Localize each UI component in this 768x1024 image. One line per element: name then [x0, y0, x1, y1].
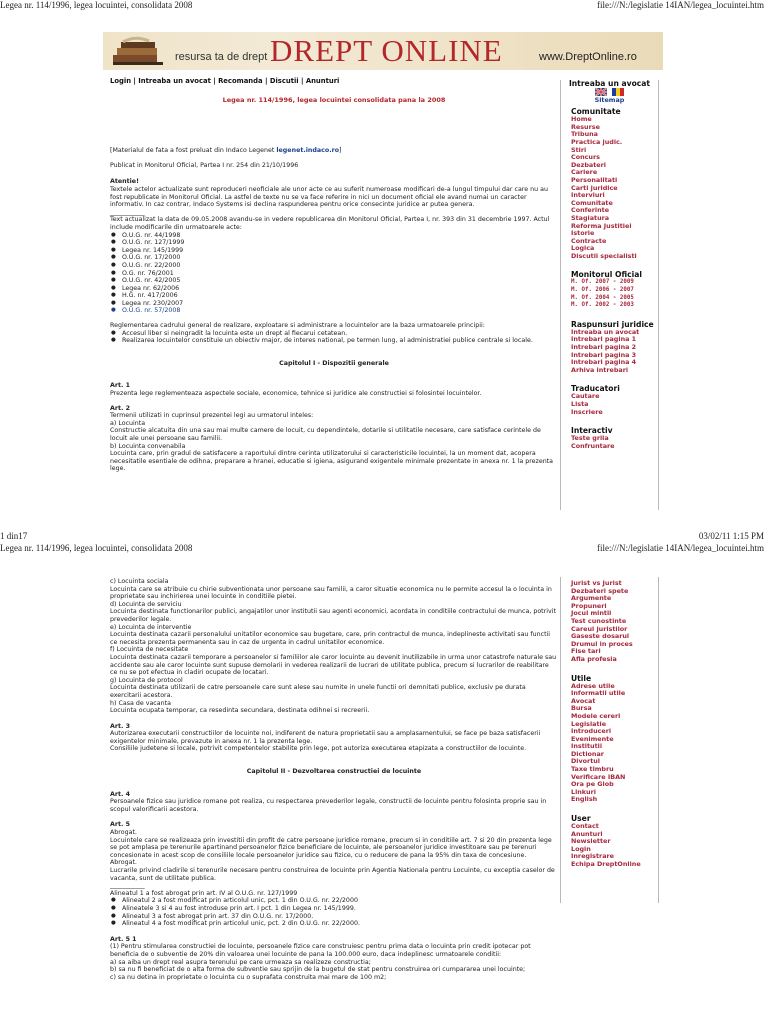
sidebar-link-intrebari-pagina-4[interactable]: Intrebari pagina 4 [571, 358, 637, 367]
article-note: Alineatul 1 a fost abrogat prin art. IV al O.U.G. nr. 127/1999 [110, 889, 298, 897]
definition-text: Locuinta destinata cazarii personalului unitatilor economice sau bugetare, care, prin contractul de munca, indeplineste activitati sau functii ce necesita prezenta permanenta sau in caz de urgenta in cadrul unitatilor economice. [110, 631, 551, 646]
print-header-left: Legea nr. 114/1996, legea locuintei, consolidata 2008 [0, 0, 193, 10]
sidebar-link-istorie[interactable]: Istorie [571, 229, 595, 238]
source-link[interactable]: legenet.indaco.ro [276, 147, 340, 155]
article-text: Abrogat. [110, 859, 137, 867]
list-item: ● H.G. nr. 417/2006 [122, 292, 558, 300]
nav-ask-lawyer[interactable]: Intreaba un avocat [138, 77, 211, 85]
print-header-right: file:///N:/legislatie 14IAN/legea_locuintei.htm [597, 543, 764, 553]
article-text: Autorizarea executarii constructiilor de locuinte noi, indiferent de natura proprietatii sau a amplasamentului, se face pe baza satisfacerii exigentelor minimale, prevazute in anexa nr. 1 la prezenta lege. [110, 730, 541, 745]
main-content-page1 [110, 78, 558, 473]
sidebar-page2 [560, 577, 659, 903]
sidebar-link-dezbateri[interactable]: Dezbateri [571, 160, 606, 169]
sidebar-link-conferinte[interactable]: Conferinte [571, 206, 610, 215]
sidebar-link-jocul-mintii[interactable]: Jocul mintii [571, 609, 612, 618]
sidebar-link-taxe-timbru[interactable]: Taxe timbru [571, 765, 614, 774]
list-item: ● Legea nr. 230/2007 [122, 300, 558, 308]
sidebar-link-linkuri[interactable]: Linkuri [571, 787, 596, 796]
sidebar-section-title: Comunitate [571, 107, 621, 117]
sitemap-link[interactable]: Sitemap [594, 95, 625, 104]
list-item: ● Alineatul 3 a fost abrogat prin art. 37 din O.U.G. nr. 17/2000. [122, 913, 558, 921]
top-nav: Login | Intreaba un avocat | Recomanda | Discutii | Anunturi [110, 77, 340, 85]
amendments-list [110, 897, 558, 927]
list-item: ● Legea nr. 62/2006 [122, 285, 558, 293]
sidebar-link-english[interactable]: English [571, 795, 598, 804]
sidebar-link-comunitate[interactable]: Comunitate [571, 198, 613, 207]
sidebar-link-m-of-2006-2007[interactable]: M. Of. 2006 - 2007 [571, 287, 634, 294]
sidebar-link-propuneri[interactable]: Propuneri [571, 601, 607, 610]
principles-intro: Reglementarea cadrului general de realizare, exploatare si administrare a locuintelor are la baza urmatoarele principii: [110, 322, 485, 330]
list-item: ● O.G. nr. 76/2001 [122, 270, 558, 278]
list-item: ● Alineatul 2 a fost modificat prin articolul unic, pct. 1 din O.U.G. nr. 22/2000 [122, 897, 558, 905]
document-title: Legea nr. 114/1996, legea locuintei consolidata pana la 2008 [222, 95, 446, 104]
article-text: Persoanele fizice sau juridice romane pot realiza, cu respectarea prevederilor legale, constructii de locuinte pentru folosinta proprie sau in scopul valorificarii acestora. [110, 798, 547, 813]
source-note-post: ] [339, 147, 342, 155]
chapter-heading: Capitolul II - Dezvoltarea constructiei de locuinte [246, 768, 422, 776]
sidebar-link-careul-juristilor[interactable]: Careul juristilor [571, 624, 628, 633]
article-text: Locuintele care se realizeaza prin investitii din profit de catre persoane juridice romane, precum si in conditiile art. 7 si 20 din prezenta lege se pot amplasa pe terenurile apartinand persoanelor fizice beneficiare de locuinte, ale persoanelor juridice investitoare sau pe terenuri concesionate in acest scop de consiliile locale persoanelor juridice sau fizice, cu o reducere de pana la 95% din taxa de concesiune. [110, 836, 552, 859]
nav-login[interactable]: Login [110, 77, 132, 85]
sidebar-link-institutii[interactable]: Institutii [571, 742, 603, 751]
sidebar-link-jurist-vs-jurist[interactable]: Jurist vs Jurist [571, 579, 622, 587]
attention-text: Textele actelor actualizate sunt reproduceri neoficiale ale unor acte ce au suferit numeroase modificari de-a lungul timpului dar care nu au fost republicate in Monitorul Oficial. La astfel de texte nu se va face referire in nici un document oficial ele avand numai un caracter informativ. In caz contrar, Indaco Systems isi declina raspunderea pentru orice consecinte juridice ar putea genera. [110, 185, 548, 209]
sidebar-link-fise-tari[interactable]: Fise tari [571, 647, 601, 656]
sidebar-link-logica[interactable]: Logica [571, 244, 595, 253]
books-logo-icon [109, 35, 169, 67]
sidebar-link-arhiva-intrebari[interactable]: Arhiva intrebari [571, 365, 629, 374]
article-heading: Art. 2 [110, 404, 130, 412]
article-text: Constructie alcatuita din una sau mai multe camere de locuit, cu dependintele, dotarile si utilitatile necesare, care satisface cerintele de locuit ale unei persoane sau familii. [110, 427, 541, 442]
sidebar-sections [561, 580, 658, 869]
sidebar-link-concurs[interactable]: Concurs [571, 153, 600, 162]
sidebar-section-title: Traducatori [571, 384, 620, 394]
source-note-pre: [Materialul de fata a fost preluat din Indaco Legenet [110, 147, 277, 155]
nav-announcements[interactable]: Anunturi [305, 77, 340, 85]
sidebar-link-argumente[interactable]: Argumente [571, 594, 612, 603]
sidebar-link-anunturi[interactable]: Anunturi [571, 829, 603, 838]
chapter-heading: Capitolul I - Dispozitii generale [279, 359, 389, 367]
separator: ___________ [110, 208, 145, 216]
principles-list [110, 330, 558, 345]
list-item: ● O.U.G. nr. 22/2000 [122, 262, 558, 270]
sidebar-link-test-cunostinte[interactable]: Test cunostinte [571, 616, 627, 625]
definition-text: Locuinta ocupata temporar, ca resedinta secundara, destinata odihnei si recreerii. [110, 707, 370, 715]
list-item: ● O.U.G. nr. 44/1998 [122, 232, 558, 240]
sidebar-link-login[interactable]: Login [571, 844, 591, 853]
acts-list [110, 232, 558, 316]
brand-logo-text[interactable]: DREPT ONLINE [270, 33, 503, 68]
article-text: Termenii utilizati in cuprinsul prezentei legi au urmatorul inteles: [110, 412, 314, 420]
list-item: ● Alineatul 4 a fost modificat prin articolul unic, pct. 2 din O.U.G. nr. 22/2000. [122, 920, 558, 928]
main-content-page2 [110, 578, 558, 981]
sidebar-link-intrebari-pagina-1[interactable]: Intrebari pagina 1 [571, 335, 637, 344]
sidebar-link-cautare[interactable]: Cautare [571, 392, 600, 401]
sidebar-link-confruntare[interactable]: Confruntare [571, 441, 615, 450]
definition-text: Locuinta destinata functionarilor publici, angajatilor unor institutii sau agenti economici, acordata in conditiile contractului de munca, potrivit prevederilor legale. [110, 608, 556, 623]
sidebar-link-avocat[interactable]: Avocat [571, 696, 596, 705]
source-note [110, 147, 558, 155]
sidebar-link-evenimente[interactable]: Evenimente [571, 734, 614, 743]
sidebar-link-contracte[interactable]: Contracte [571, 236, 607, 245]
list-item: ● Legea nr. 145/1999 [122, 247, 558, 255]
sidebar-link-dezbateri-spete[interactable]: Dezbateri spete [571, 586, 629, 595]
article-text: Locuinta care, prin gradul de satisfacere a raportului dintre cerinta utilizatorului si caracteristicile locuintei, la un moment dat, acopera necesitatile esentiale de odihna, preparare a hranei, educatie si igiena, asigurand exigentele minimale prezentate in anexa nr. 1 la prezenta lege. [110, 450, 554, 473]
definition-heading: f) Locuinta de necesitate [110, 646, 189, 654]
list-item: ● O.U.G. nr. 42/2005 [122, 277, 558, 285]
definition-text: Locuinta care se atribuie cu chirie subventionata unor persoane sau familii, a caror situatie economica nu le permite accesul la o locuinta in proprietate sau inchirierea unei locuinte in conditiile pietei. [110, 585, 552, 601]
sidebar-link-gaseste-dosarul[interactable]: Gaseste dosarul [571, 632, 630, 641]
sidebar-link-inregistrare[interactable]: Inregistrare [571, 852, 614, 861]
article-text: b) sa nu fi beneficiat de o alta forma de subventie sau sprijin de la bugetul de stat pentru construirea ori cumpararea unei locuinte; [110, 966, 526, 974]
sidebar-link-tribuna[interactable]: Tribuna [571, 130, 598, 139]
sidebar-link-bursa[interactable]: Bursa [571, 704, 592, 713]
sidebar-link-afla-profesia[interactable]: Afla profesia [571, 654, 617, 663]
definitions-block [110, 578, 558, 715]
definition-heading: h) Casa de vacanta [110, 699, 171, 707]
list-item: ● Accesul liber si neingradit la locuinta este un drept al fiecarui cetatean. [122, 330, 558, 338]
article-text: a) sa aiba un drept real asupra terenului pe care urmeaza sa realizeze constructia; [110, 958, 371, 966]
article-heading: Art. 5 [110, 821, 130, 829]
article-heading: Art. 1 [110, 382, 130, 390]
update-text: Text actualizat la data de 09.05.2008 avandu-se in vedere republicarea din Monitorul Oficial, Partea I, nr. 393 din 31 decembrie 1997. Actul include modificarile din urmatoarele acte: [110, 216, 550, 231]
sidebar-link-echipa-dreptonline[interactable]: Echipa DreptOnline [571, 860, 641, 868]
sidebar-link-intrebari-pagina-3[interactable]: Intrebari pagina 3 [571, 350, 637, 359]
sidebar-link-inscriere[interactable]: Inscriere [571, 407, 603, 416]
sidebar-link-m-of-2002-2003[interactable]: M. Of. 2002 - 2003 [571, 302, 634, 309]
separator: ___________ [110, 882, 145, 890]
article-heading: Art. 4 [110, 790, 130, 798]
article-text: Prezenta lege reglementeaza aspectele sociale, economice, tehnice si juridice ale constructiei si folosintei locuintelor. [110, 390, 482, 398]
definition-text: Locuinta destinata utilizarii de catre persoanele care sunt alese sau numite in unele functii ori demnitati publice, exclusiv pe durata exercitarii acestora. [110, 684, 526, 699]
uk-flag-icon[interactable] [595, 88, 607, 96]
sidebar-link-divortul[interactable]: Divortul [571, 757, 600, 766]
banner-tagline: resursa ta de drept [175, 51, 268, 63]
sidebar-link-legislatie[interactable]: Legislatie [571, 719, 607, 728]
list-item: ● O.U.G. nr. 17/2000 [122, 254, 558, 262]
sidebar-section-title: Raspunsuri juridice [571, 319, 654, 329]
sidebar-link-home[interactable]: Home [571, 115, 592, 124]
sidebar-link-reforma-justitiei[interactable]: Reforma Justitiei [571, 221, 632, 230]
nav-recommend[interactable]: Recomanda [218, 77, 263, 85]
nav-discussions[interactable]: Discutii [269, 77, 299, 85]
sidebar-link-m-of-2007-2009[interactable]: M. Of. 2007 - 2009 [571, 279, 634, 286]
sidebar-link-stagiatura[interactable]: Stagiatura [571, 213, 610, 222]
sidebar-link-introduceri[interactable]: Introduceri [571, 727, 612, 736]
sidebar-link-stiri[interactable]: Stiri [571, 145, 587, 154]
sidebar-link-lista[interactable]: Lista [571, 400, 589, 408]
sidebar-section-title: User [571, 814, 591, 824]
sidebar-section-title: Interactiv [571, 426, 613, 436]
definition-heading: c) Locuinta sociala [110, 578, 169, 585]
sidebar-link-personalitati[interactable]: Personalitati [571, 175, 618, 184]
sidebar-sections [561, 107, 658, 450]
sidebar-link-drumul-in-proces[interactable]: Drumul in proces [571, 639, 633, 648]
sidebar-link-carti-juridice[interactable]: Carti juridice [571, 183, 618, 192]
article-heading: Art. 3 [110, 722, 130, 730]
print-footer-left: 1 din17 [0, 531, 28, 541]
sidebar-link-newsletter[interactable]: Newsletter [571, 837, 611, 846]
sidebar-link-intreaba-un-avocat[interactable]: Intreaba un avocat [571, 327, 640, 336]
sidebar-ask-lawyer[interactable]: Intreaba un avocat [568, 79, 651, 88]
sidebar-link-dictionar[interactable]: Dictionar [571, 749, 604, 758]
list-item: ● Realizarea locuintelor constituie un obiectiv major, de interes national, pe termen lung, al administratiei publice centrale si locale. [122, 337, 558, 345]
sidebar-link-verificare-iban[interactable]: Verificare IBAN [571, 772, 626, 781]
list-item-link[interactable]: ● O.U.G. nr. 57/2008 [122, 307, 558, 315]
definition-text: Locuinta destinata cazarii temporare a persoanelor si familiilor ale caror locuinte au devenit inutilizabile in urma unor catastrofe naturale sau accidente sau ale caror locuinte sunt supuse demolarii in vederea realizarii de lucrari de utilitate publica, precum si lucrarilor de reabilitare ce nu se pot efectua in cladiri ocupate de locatari. [110, 653, 557, 677]
article-text: a) Locuinta [110, 419, 146, 427]
sidebar-link-adrese-utile[interactable]: Adrese utile [571, 681, 615, 690]
sidebar-link-resurse[interactable]: Resurse [571, 122, 600, 131]
sidebar-link-ora-pe-glob[interactable]: Ora pe Glob [571, 780, 614, 789]
site-banner[interactable] [103, 32, 663, 70]
sidebar-link-interviuri[interactable]: Interviuri [571, 191, 605, 200]
sidebar-link-discutii-specialisti[interactable]: Discutii specialisti [571, 251, 637, 260]
sidebar-link-informatii-utile[interactable]: Informatii utile [571, 689, 626, 698]
sidebar-link-practica-judic[interactable]: Practica judic. [571, 137, 623, 146]
article-text: b) Locuinta convenabila [110, 442, 186, 450]
print-footer-right: 03/02/11 1:15 PM [698, 531, 764, 541]
sidebar-link-intrebari-pagina-2[interactable]: Intrebari pagina 2 [571, 343, 637, 352]
article-text: c) sa nu detina in proprietate o locuinta cu o suprafata construita mai mare de 100 m2; [110, 973, 387, 981]
print-header-right: file:///N:/legislatie 14IAN/legea_locuintei.htm [597, 0, 764, 10]
article-text: (1) Pentru stimularea constructiei de locuinte, persoanele fizice care construiesc pentru prima data o locuinta prin credit ipotecar pot beneficia de o subventie de 20% din valoarea unei locuinte de pana la 100.000 euro, daca indeplinesc urmatoarele conditii: [110, 943, 531, 958]
sidebar-link-cariere[interactable]: Cariere [571, 168, 598, 177]
banner-site-url[interactable]: www.DreptOnline.ro [539, 51, 637, 63]
definition-heading: g) Locuinta de protocol [110, 676, 183, 684]
article-text: Abrogat. [110, 829, 137, 837]
published-note: Publicat in Monitorul Oficial, Partea I nr. 254 din 21/10/1996 [110, 161, 299, 169]
list-item: ● Alineatele 3 si 4 au fost introduse prin art. I pct. 1 din Legea nr. 145/1999. [122, 905, 558, 913]
definition-heading: e) Locuinta de interventie [110, 623, 192, 631]
list-item: ● O.U.G. nr. 127/1999 [122, 239, 558, 247]
sidebar-link-teste-grila[interactable]: Teste grila [571, 434, 609, 443]
definition-heading: d) Locuinta de serviciu [110, 600, 182, 608]
attention-heading: Atentie! [110, 178, 139, 186]
sidebar-section-title: Utile [571, 673, 592, 683]
sidebar-link-m-of-2004-2005[interactable]: M. Of. 2004 - 2005 [571, 294, 634, 301]
article-heading: Art. 5 1 [110, 935, 137, 943]
romania-flag-icon[interactable] [612, 88, 624, 96]
sidebar-page1 [560, 80, 659, 510]
sidebar-link-modele-cereri[interactable]: Modele cereri [571, 711, 621, 720]
article-text: Lucrarile privind cladirile si terenurile necesare pentru construirea de locuinte prin Agentia Nationala pentru Locuinte, cu exceptia caselor de vacanta, sunt de utilitate publica. [110, 867, 555, 882]
sidebar-section-title: Monitorul Oficial [571, 270, 642, 280]
print-header-left: Legea nr. 114/1996, legea locuintei, consolidata 2008 [0, 543, 193, 553]
article-text: Consiliile judetene si locale, potrivit competentelor stabilite prin lege, pot autoriza executarea etapizata a constructiilor de locuinte. [110, 745, 527, 753]
sidebar-link-contact[interactable]: Contact [571, 822, 599, 831]
